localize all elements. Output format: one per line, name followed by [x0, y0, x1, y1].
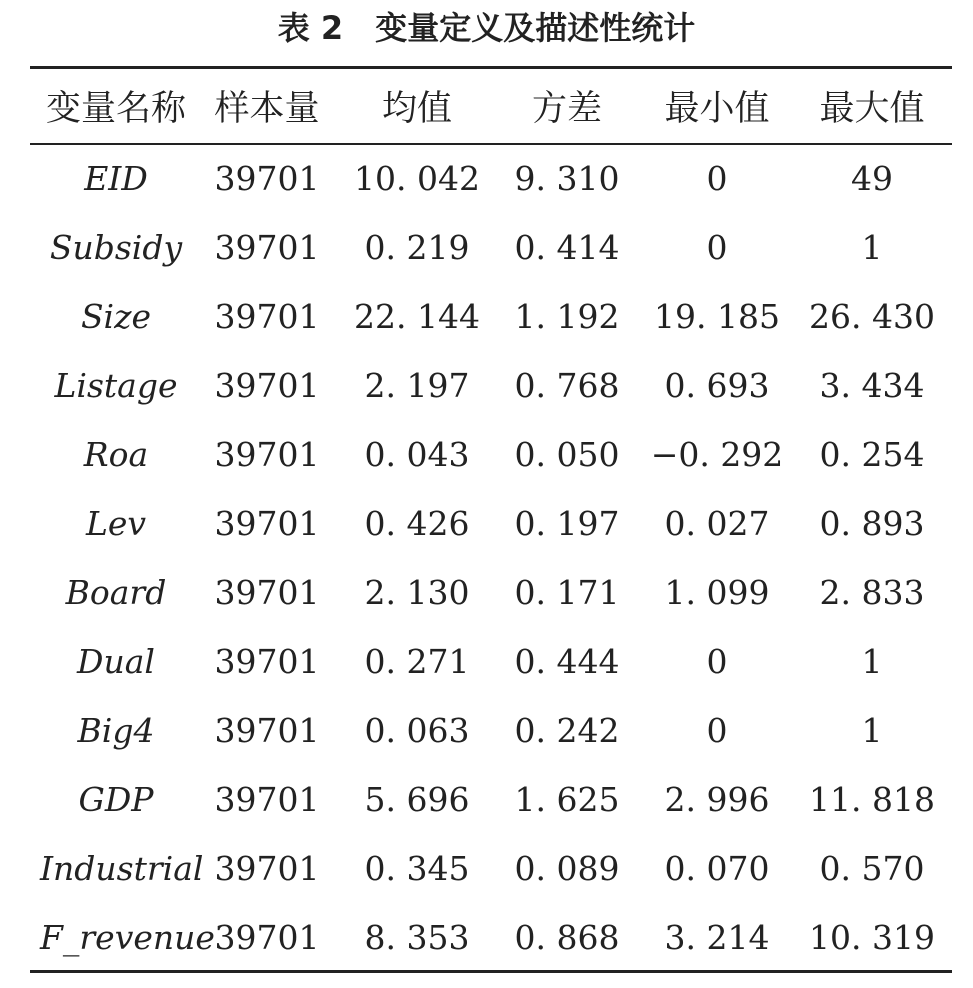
variable-name-cell: Industrial [40, 849, 204, 888]
table-row [40, 696, 952, 765]
sample-size-cell: 39701 [214, 228, 320, 267]
variable-name-cell: Board [65, 573, 167, 612]
mean-cell: 0. 063 [364, 711, 470, 750]
mean-cell: 10. 042 [354, 158, 480, 198]
table-row [40, 558, 952, 627]
header-row [40, 69, 952, 143]
sample-size-cell: 39701 [214, 435, 320, 474]
min-cell: 19. 185 [654, 297, 780, 336]
variance-cell: 0. 868 [514, 918, 620, 957]
min-cell: 0. 693 [664, 366, 770, 405]
table-row [40, 765, 952, 834]
max-cell: 0. 893 [819, 504, 925, 543]
sample-size-cell: 39701 [214, 642, 320, 681]
min-cell: 0 [706, 711, 728, 750]
min-cell: 0 [706, 642, 728, 681]
sample-size-cell: 39701 [214, 849, 320, 888]
mean-cell: 22. 144 [354, 297, 480, 336]
header-mean: 均值 [381, 89, 452, 129]
variance-cell: 1. 192 [514, 297, 620, 336]
min-cell: 1. 099 [664, 573, 770, 612]
variance-cell: 0. 768 [514, 366, 620, 405]
variable-name-cell: F_revenue [40, 918, 215, 957]
variable-name-cell: GDP [78, 780, 154, 819]
table-row [40, 143, 952, 213]
table-row [40, 834, 952, 903]
table-row [40, 420, 952, 489]
sample-size-cell: 39701 [214, 158, 320, 198]
sample-size-cell: 39701 [214, 504, 320, 543]
min-cell: −0. 292 [650, 435, 784, 474]
table-row [40, 627, 952, 696]
descriptive-statistics-table [40, 69, 952, 972]
max-cell: 1 [861, 228, 883, 267]
header-variance: 方差 [531, 89, 602, 129]
table-row [40, 351, 952, 420]
table-row [40, 282, 952, 351]
min-cell: 0. 027 [664, 504, 770, 543]
sample-size-cell: 39701 [214, 297, 320, 336]
mean-cell: 0. 345 [364, 849, 470, 888]
header-max: 最大值 [819, 89, 925, 129]
header-variable-name: 变量名称 [45, 89, 186, 129]
variance-cell: 0. 050 [514, 435, 620, 474]
table-row [40, 213, 952, 282]
min-cell: 3. 214 [664, 918, 770, 957]
variance-cell: 0. 242 [514, 711, 620, 750]
max-cell: 0. 254 [819, 435, 925, 474]
table-row [40, 489, 952, 558]
min-cell: 2. 996 [664, 780, 770, 819]
mean-cell: 5. 696 [364, 780, 470, 819]
variance-cell: 9. 310 [514, 158, 620, 198]
variable-name-cell: Big4 [77, 711, 155, 750]
min-cell: 0. 070 [664, 849, 770, 888]
variance-cell: 0. 444 [514, 642, 620, 681]
max-cell: 49 [851, 158, 893, 198]
variable-name-cell: Dual [77, 642, 155, 681]
variance-cell: 0. 197 [514, 504, 620, 543]
min-cell: 0 [706, 228, 728, 267]
max-cell: 2. 833 [819, 573, 925, 612]
mean-cell: 2. 130 [364, 573, 470, 612]
mean-cell: 0. 426 [364, 504, 470, 543]
max-cell: 10. 319 [809, 918, 935, 957]
variance-cell: 1. 625 [514, 780, 620, 819]
sample-size-cell: 39701 [214, 366, 320, 405]
mean-cell: 0. 271 [364, 642, 470, 681]
max-cell: 1 [861, 642, 883, 681]
sample-size-cell: 39701 [214, 573, 320, 612]
max-cell: 3. 434 [819, 366, 925, 405]
variable-name-cell: EID [84, 158, 148, 198]
max-cell: 0. 570 [819, 849, 925, 888]
sample-size-cell: 39701 [214, 711, 320, 750]
mean-cell: 2. 197 [364, 366, 470, 405]
table-title: 表 2 变量定义及描述性统计 [277, 9, 696, 47]
variance-cell: 0. 414 [514, 228, 620, 267]
variable-name-cell: Lev [85, 504, 147, 543]
variable-name-cell: Listage [54, 366, 178, 405]
max-cell: 26. 430 [809, 297, 935, 336]
header-sample-size: 样本量 [214, 89, 320, 129]
max-cell: 11. 818 [809, 780, 935, 819]
min-cell: 0 [706, 158, 728, 198]
header-min: 最小值 [664, 89, 770, 129]
variable-name-cell: Size [80, 297, 152, 336]
variable-name-cell: Subsidy [49, 228, 183, 267]
variance-cell: 0. 171 [514, 573, 620, 612]
mean-cell: 8. 353 [364, 918, 470, 957]
mean-cell: 0. 043 [364, 435, 470, 474]
sample-size-cell: 39701 [214, 780, 320, 819]
variable-name-cell: Roa [83, 435, 149, 474]
mean-cell: 0. 219 [364, 228, 470, 267]
table-row [40, 903, 952, 972]
variance-cell: 0. 089 [514, 849, 620, 888]
max-cell: 1 [861, 711, 883, 750]
sample-size-cell: 39701 [214, 918, 320, 957]
